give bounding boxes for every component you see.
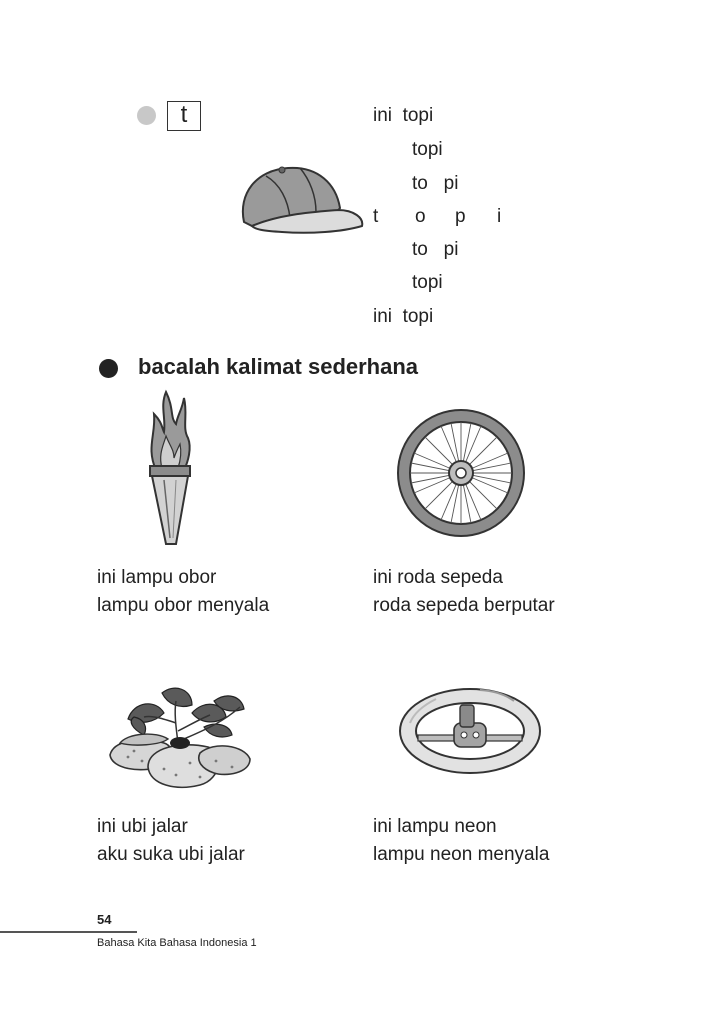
item-1-line-1: ini lampu obor — [97, 567, 217, 588]
item-3-line-2: aku suka ubi jalar — [97, 844, 245, 865]
letter-t: t — [373, 206, 379, 227]
breakdown-line-5: to pi — [412, 239, 459, 260]
item-2-line-2: roda sepeda berputar — [373, 595, 555, 616]
bullet-dark — [99, 359, 118, 378]
item-2-line-1: ini roda sepeda — [373, 567, 503, 588]
bicycle-wheel-icon — [394, 406, 528, 540]
item-4-line-2: lampu neon menyala — [373, 844, 550, 865]
breakdown-line-6: topi — [412, 272, 443, 293]
letter-i: i — [497, 206, 502, 227]
item-1-line-2: lampu obor menyala — [97, 595, 270, 616]
bullet-gray — [137, 106, 156, 125]
letter-o: o — [415, 206, 426, 227]
book-title: Bahasa Kita Bahasa Indonesia 1 — [97, 937, 257, 949]
torch-icon — [140, 388, 200, 552]
breakdown-line-1: ini topi — [373, 105, 434, 126]
page-number: 54 — [97, 912, 112, 927]
item-4-line-1: ini lampu neon — [373, 816, 497, 837]
breakdown-line-2: topi — [412, 139, 443, 160]
letter-p: p — [455, 206, 466, 227]
breakdown-line-7: ini topi — [373, 306, 434, 327]
letter-box-text: t — [180, 101, 188, 128]
footer-rule — [0, 931, 137, 933]
item-3-line-1: ini ubi jalar — [97, 816, 188, 837]
section-heading: bacalah kalimat sederhana — [138, 354, 419, 379]
breakdown-line-3: to pi — [412, 173, 459, 194]
neon-lamp-icon — [396, 683, 544, 779]
cap-icon — [236, 164, 368, 236]
letter-box — [167, 101, 201, 131]
sweet-potato-icon — [104, 683, 258, 793]
